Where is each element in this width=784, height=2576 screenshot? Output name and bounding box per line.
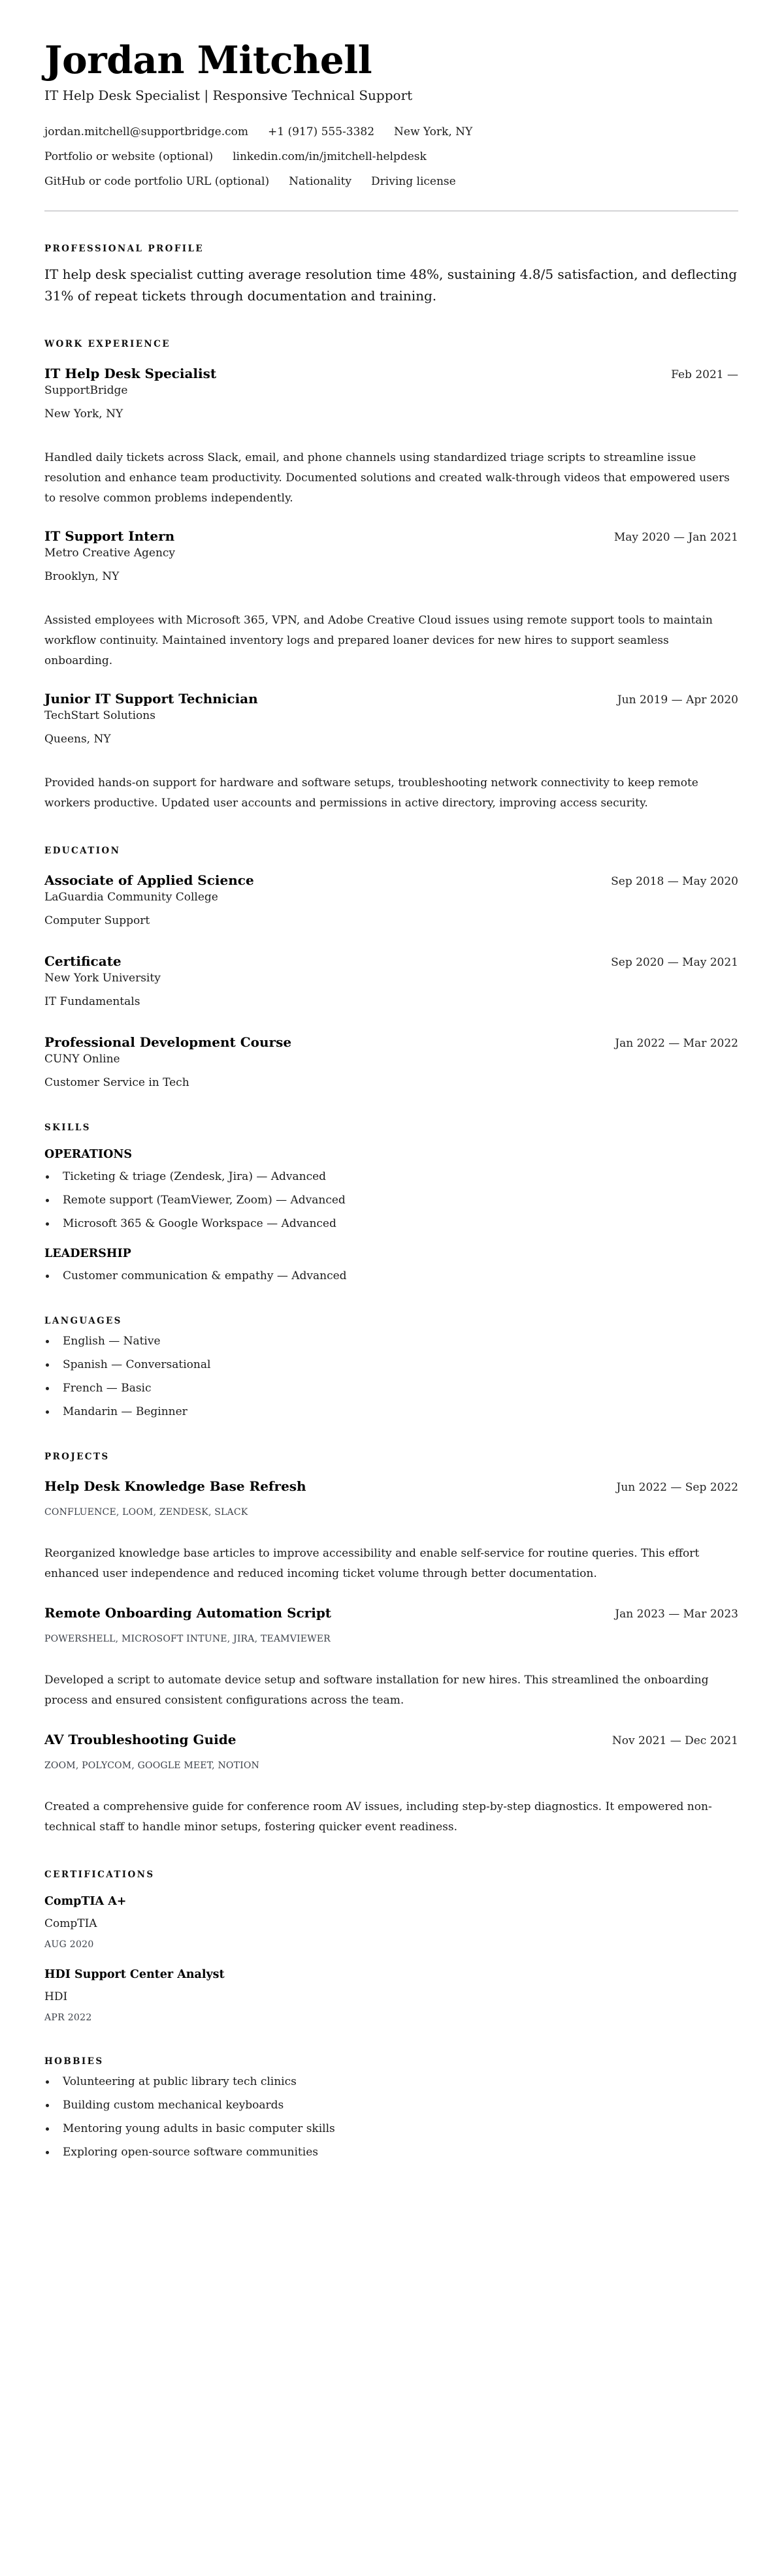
profile-summary: IT help desk specialist cutting average resolution time 48%, sustaining 4.8/5 satisfaction, and deflecting 31% of repeat tickets through documentation and training. bbox=[44, 266, 737, 304]
job-dates: May 2020 — Jan 2021 bbox=[613, 531, 738, 544]
project-entry bbox=[44, 1730, 738, 1837]
header-divider bbox=[44, 210, 738, 212]
education-entry bbox=[44, 952, 738, 1010]
resume-header bbox=[44, 38, 738, 212]
skill-item: Customer communication & empathy — Advanced bbox=[44, 1268, 738, 1284]
school: LaGuardia Community College bbox=[44, 891, 218, 904]
contact-nationality: Nationality bbox=[289, 175, 352, 188]
skill-list bbox=[44, 1268, 738, 1284]
project-tags: CONFLUENCE, LOOM, ZENDESK, SLACK bbox=[44, 1507, 248, 1518]
section-profile bbox=[44, 243, 738, 307]
skill-item: Microsoft 365 & Google Workspace — Advanced bbox=[44, 1216, 738, 1232]
section-title-certifications: CERTIFICATIONS bbox=[44, 1869, 155, 1880]
section-title-profile: PROFESSIONAL PROFILE bbox=[44, 244, 204, 254]
language-item: Spanish — Conversational bbox=[44, 1357, 738, 1373]
skill-group-operations bbox=[44, 1147, 738, 1232]
hobby-list bbox=[44, 2074, 738, 2160]
skill-group-leadership bbox=[44, 1246, 738, 1284]
education-entry bbox=[44, 1033, 738, 1090]
contact-portfolio[interactable]: Portfolio or website (optional) bbox=[44, 150, 214, 163]
experience-entry bbox=[44, 690, 738, 814]
skill-list bbox=[44, 1169, 738, 1232]
contact-row-3 bbox=[44, 174, 738, 189]
project-description: Developed a script to automate device setup and software installation for new hires. This streamlined the onboarding process and ensured consistent configurations across the team. bbox=[44, 1674, 709, 1707]
experience-entry bbox=[44, 364, 738, 509]
job-title: Junior IT Support Technician bbox=[44, 691, 258, 707]
certification-issuer: HDI bbox=[44, 1990, 68, 2003]
section-title-experience: WORK EXPERIENCE bbox=[44, 339, 171, 349]
contact-row-1 bbox=[44, 124, 738, 140]
job-description: Provided hands-on support for hardware and software setups, troubleshooting network connectivity to keep remote workers productive. Updated user accounts and permissions in active directory, improving access security. bbox=[44, 776, 698, 810]
job-description: Assisted employees with Microsoft 365, VPN, and Adobe Creative Cloud issues using remote support tools to maintain workflow continuity. Maintained inventory logs and prepared loaner devices for new hires to support seamless onboarding. bbox=[44, 614, 713, 667]
project-name: AV Troubleshooting Guide bbox=[44, 1732, 237, 1747]
degree: Professional Development Course bbox=[44, 1034, 292, 1050]
education-dates: Sep 2020 — May 2021 bbox=[611, 956, 738, 969]
section-projects bbox=[44, 1451, 738, 1837]
project-dates: Nov 2021 — Dec 2021 bbox=[612, 1734, 738, 1747]
project-description: Created a comprehensive guide for conference room AV issues, including step-by-step diagnostics. It empowered non-technical staff to handle minor setups, fostering quicker event readiness. bbox=[44, 1800, 712, 1834]
job-location: New York, NY bbox=[44, 407, 123, 421]
hobby-item: Mentoring young adults in basic computer skills bbox=[44, 2121, 738, 2137]
skill-item: Remote support (TeamViewer, Zoom) — Advanced bbox=[44, 1192, 738, 1208]
section-hobbies bbox=[44, 2056, 738, 2160]
contact-location: New York, NY bbox=[394, 125, 473, 138]
project-tags: POWERSHELL, MICROSOFT INTUNE, JIRA, TEAMVIEWER bbox=[44, 1634, 331, 1644]
candidate-name: Jordan Mitchell bbox=[44, 38, 372, 82]
degree: Associate of Applied Science bbox=[44, 872, 254, 888]
contact-driving-license: Driving license bbox=[371, 175, 456, 188]
skill-item: Ticketing & triage (Zendesk, Jira) — Advanced bbox=[44, 1169, 738, 1185]
job-description: Handled daily tickets across Slack, email, and phone channels using standardized triage scripts to streamline issue resolution and enhance team productivity. Documented solutions and created walk-through videos that empowered users to resolve common problems independently. bbox=[44, 451, 730, 505]
project-dates: Jun 2022 — Sep 2022 bbox=[616, 1481, 738, 1494]
job-company: TechStart Solutions bbox=[44, 709, 155, 722]
section-experience bbox=[44, 338, 738, 814]
project-entry bbox=[44, 1604, 738, 1711]
contact-linkedin[interactable]: linkedin.com/in/jmitchell-helpdesk bbox=[233, 150, 427, 163]
hobby-item: Building custom mechanical keyboards bbox=[44, 2097, 738, 2113]
section-languages bbox=[44, 1315, 738, 1420]
field-of-study: Customer Service in Tech bbox=[44, 1076, 189, 1089]
hobby-item: Exploring open-source software communities bbox=[44, 2144, 738, 2160]
project-dates: Jan 2023 — Mar 2023 bbox=[615, 1608, 738, 1621]
contact-github[interactable]: GitHub or code portfolio URL (optional) bbox=[44, 175, 270, 188]
section-title-languages: LANGUAGES bbox=[44, 1316, 122, 1326]
education-dates: Jan 2022 — Mar 2022 bbox=[615, 1037, 738, 1050]
project-tags: ZOOM, POLYCOM, GOOGLE MEET, NOTION bbox=[44, 1760, 260, 1771]
school: New York University bbox=[44, 972, 161, 985]
skill-group-title: LEADERSHIP bbox=[44, 1247, 131, 1260]
certification-date: APR 2022 bbox=[44, 2012, 92, 2023]
project-description: Reorganized knowledge base articles to improve accessibility and enable self-service for routine queries. This effort enhanced user independence and reduced incoming ticket volume through better documentation. bbox=[44, 1547, 700, 1580]
language-list bbox=[44, 1333, 738, 1420]
section-certifications bbox=[44, 1869, 738, 2024]
skill-group-title: OPERATIONS bbox=[44, 1148, 132, 1161]
section-title-projects: PROJECTS bbox=[44, 1452, 110, 1462]
contact-row-2 bbox=[44, 149, 738, 165]
job-company: Metro Creative Agency bbox=[44, 547, 176, 560]
job-title: IT Support Intern bbox=[44, 528, 175, 544]
job-location: Queens, NY bbox=[44, 733, 111, 746]
section-education bbox=[44, 845, 738, 1090]
section-skills bbox=[44, 1122, 738, 1284]
experience-entry bbox=[44, 527, 738, 671]
degree: Certificate bbox=[44, 953, 122, 969]
certification-name: CompTIA A+ bbox=[44, 1895, 127, 1908]
headline: IT Help Desk Specialist | Responsive Technical Support bbox=[44, 87, 413, 103]
language-item: Mandarin — Beginner bbox=[44, 1404, 738, 1420]
certification-entry bbox=[44, 1894, 738, 1951]
field-of-study: Computer Support bbox=[44, 914, 150, 927]
field-of-study: IT Fundamentals bbox=[44, 995, 140, 1008]
education-entry bbox=[44, 871, 738, 929]
project-name: Help Desk Knowledge Base Refresh bbox=[44, 1478, 306, 1494]
education-dates: Sep 2018 — May 2020 bbox=[611, 875, 738, 888]
school: CUNY Online bbox=[44, 1053, 120, 1066]
language-item: English — Native bbox=[44, 1333, 738, 1349]
job-title: IT Help Desk Specialist bbox=[44, 366, 217, 381]
contact-phone[interactable]: +1 (917) 555-3382 bbox=[267, 125, 375, 138]
job-dates: Feb 2021 — bbox=[671, 368, 738, 381]
job-location: Brooklyn, NY bbox=[44, 570, 120, 583]
certification-date: AUG 2020 bbox=[44, 1939, 94, 1950]
project-entry bbox=[44, 1477, 738, 1584]
project-name: Remote Onboarding Automation Script bbox=[44, 1605, 332, 1621]
certification-issuer: CompTIA bbox=[44, 1917, 97, 1930]
certification-name: HDI Support Center Analyst bbox=[44, 1968, 225, 1981]
section-title-skills: SKILLS bbox=[44, 1122, 91, 1133]
hobby-item: Volunteering at public library tech clinics bbox=[44, 2074, 738, 2090]
job-company: SupportBridge bbox=[44, 384, 128, 397]
section-title-education: EDUCATION bbox=[44, 846, 121, 856]
contact-email[interactable]: jordan.mitchell@supportbridge.com bbox=[44, 125, 248, 138]
job-dates: Jun 2019 — Apr 2020 bbox=[617, 693, 738, 707]
section-title-hobbies: HOBBIES bbox=[44, 2056, 104, 2067]
language-item: French — Basic bbox=[44, 1380, 738, 1396]
certification-entry bbox=[44, 1967, 738, 2024]
